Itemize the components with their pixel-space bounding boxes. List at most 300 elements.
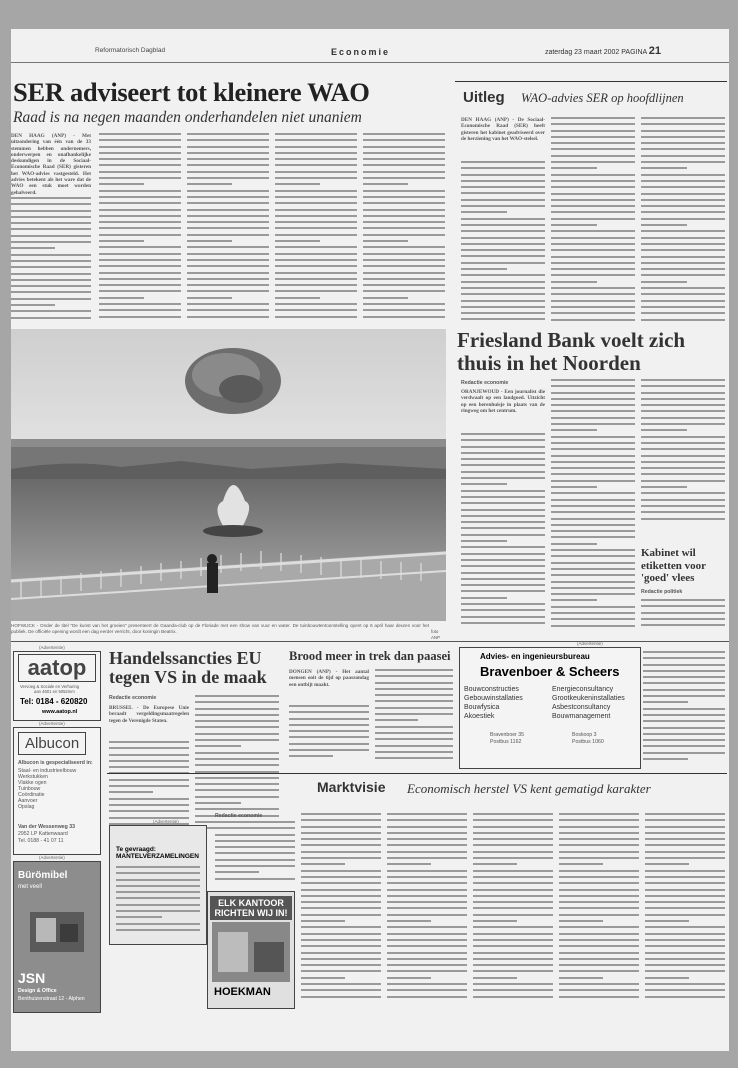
text-line: [116, 897, 200, 899]
text-line: [641, 293, 725, 295]
text-line: [461, 597, 507, 599]
text-line: [387, 819, 467, 821]
text-line: [641, 268, 725, 270]
text-line: [645, 983, 725, 985]
text-line: [641, 473, 725, 475]
text-line: [363, 146, 445, 148]
text-line: [99, 316, 181, 318]
text-line: [641, 123, 725, 125]
text-line: [551, 574, 635, 576]
text-line: [641, 455, 725, 457]
text-line: [116, 885, 200, 887]
text-line: [363, 202, 445, 204]
text-line: [301, 819, 381, 821]
text-line: [641, 467, 725, 469]
text-line: [641, 180, 725, 182]
floriade-photo: [11, 329, 446, 621]
text-line: [641, 505, 725, 507]
text-line: [363, 253, 445, 255]
paper-name: Reformatorisch Dagblad: [95, 47, 166, 54]
text-line: [363, 290, 445, 292]
marktvisie-text-col: [387, 813, 467, 1007]
text-line: [473, 901, 553, 903]
text-line: [289, 705, 369, 707]
text-line: [116, 866, 200, 868]
text-line: [387, 889, 467, 891]
text-line: [645, 964, 725, 966]
brav-item: Akoestiek: [464, 713, 495, 720]
text-line: [473, 939, 553, 941]
text-line: [461, 502, 545, 504]
albucon-item: Aanvoer: [18, 798, 38, 804]
text-line: [387, 939, 467, 941]
text-line: [551, 536, 635, 538]
text-line: [551, 442, 635, 444]
text-line: [461, 192, 545, 194]
text-line: [11, 254, 91, 256]
text-line: [551, 612, 635, 614]
text-line: [551, 404, 635, 406]
text-line: [195, 695, 279, 697]
text-line: [187, 190, 269, 192]
text-line: [559, 851, 639, 853]
text-line: [187, 209, 269, 211]
text-line: [99, 177, 181, 179]
text-line: [641, 423, 725, 425]
text-line: [559, 813, 639, 815]
text-line: [645, 870, 725, 872]
text-line: [461, 230, 545, 232]
text-line: [473, 882, 553, 884]
text-line: [187, 139, 269, 141]
main-headline: SER adviseert tot kleinere WAO: [13, 77, 370, 107]
text-line: [461, 211, 507, 213]
text-line: [301, 901, 381, 903]
text-line: [473, 844, 553, 846]
text-line: [387, 964, 467, 966]
text-line: [473, 857, 553, 859]
text-line: [551, 599, 597, 601]
text-line: [195, 726, 279, 728]
text-line: [551, 392, 635, 394]
burom-ad[interactable]: [13, 861, 101, 1013]
text-line: [215, 859, 295, 861]
text-line: [109, 804, 189, 806]
text-line: [461, 464, 545, 466]
marktvisie-text-col: [215, 821, 295, 887]
brav-item: Bouwmanagement: [552, 713, 611, 720]
text-line: [301, 996, 381, 998]
text-line: [461, 584, 545, 586]
text-line: [363, 183, 408, 185]
text-line: [641, 319, 725, 321]
friesland-byline: Redactie economie: [461, 380, 509, 386]
text-line: [363, 259, 445, 261]
ad-label: (Advertentie): [39, 645, 65, 650]
text-line: [551, 543, 597, 545]
text-line: [473, 964, 553, 966]
text-line: [301, 838, 381, 840]
text-line: [363, 227, 445, 229]
text-line: [461, 509, 545, 511]
text-line: [187, 265, 269, 267]
text-line: [551, 480, 635, 482]
text-line: [275, 171, 357, 173]
text-line: [641, 306, 725, 308]
text-line: [363, 171, 445, 173]
text-line: [275, 152, 357, 154]
main-subhead: Raad is na negen maanden onderhandelen niet unaniem: [13, 109, 362, 126]
text-line: [551, 306, 635, 308]
uitleg-text-col: [641, 117, 725, 325]
text-line: [559, 901, 639, 903]
text-line: [301, 870, 381, 872]
text-line: [643, 651, 725, 653]
photo-credit: foto ANP: [431, 629, 441, 641]
text-line: [11, 285, 91, 287]
text-line: [275, 284, 357, 286]
albucon-city: 2952 LP Kattenwaard: [18, 831, 68, 837]
text-line: [641, 117, 725, 119]
text-line: [641, 417, 725, 419]
text-line: [11, 310, 91, 312]
text-line: [301, 857, 381, 859]
text-line: [187, 303, 269, 305]
text-line: [387, 857, 467, 859]
text-line: [301, 977, 345, 979]
text-line: [363, 234, 445, 236]
kabinet-text-col: [641, 599, 725, 631]
text-line: [195, 714, 279, 716]
text-line: [551, 398, 635, 400]
text-line: [301, 933, 381, 935]
text-line: [109, 810, 189, 812]
text-line: [99, 309, 181, 311]
text-line: [99, 196, 181, 198]
brav-item: Bouwconstructies: [464, 686, 519, 693]
text-line: [301, 964, 381, 966]
text-line: [275, 183, 320, 185]
text-line: [275, 309, 357, 311]
text-line: [473, 826, 553, 828]
text-line: [551, 281, 597, 283]
text-line: [461, 515, 545, 517]
text-line: [301, 952, 381, 954]
text-line: [375, 707, 453, 709]
text-line: [275, 265, 357, 267]
main-text-col: [11, 197, 91, 325]
text-line: [551, 293, 635, 295]
aatop-phone: Tel: 0184 - 620820: [20, 697, 88, 706]
brav-item: Grootkeukeninstallaties: [552, 695, 625, 702]
text-line: [375, 751, 453, 753]
text-line: [99, 221, 181, 223]
text-line: [195, 808, 279, 810]
text-line: [559, 983, 639, 985]
aatop-web: www.aatop.nl: [42, 709, 78, 715]
text-line: [387, 907, 467, 909]
text-line: [363, 316, 445, 318]
text-line: [387, 914, 467, 916]
text-line: [187, 196, 269, 198]
text-line: [461, 534, 545, 536]
text-line: [461, 218, 545, 220]
text-line: [461, 224, 545, 226]
text-line: [641, 612, 725, 614]
text-line: [641, 193, 725, 195]
text-line: [375, 700, 453, 702]
text-line: [643, 676, 725, 678]
text-line: [301, 844, 381, 846]
text-line: [215, 846, 295, 848]
text-line: [375, 694, 453, 696]
page-header: [11, 47, 729, 61]
text-line: [375, 682, 453, 684]
text-line: [301, 958, 381, 960]
text-line: [461, 603, 545, 605]
text-line: [559, 926, 639, 928]
text-line: [473, 889, 553, 891]
text-line: [195, 739, 279, 741]
text-line: [473, 895, 553, 897]
ad-label: (Advertentie): [39, 721, 65, 726]
text-line: [187, 221, 269, 223]
text-line: [461, 287, 545, 289]
text-line: [551, 218, 635, 220]
aatop-ad[interactable]: [13, 651, 101, 721]
text-line: [559, 914, 639, 916]
text-line: [641, 256, 725, 258]
text-line: [461, 312, 545, 314]
text-line: [195, 733, 279, 735]
marktvisie-text-col: [473, 813, 553, 1007]
brav-item: Gebouwinstallaties: [464, 695, 523, 702]
text-line: [461, 565, 545, 567]
text-line: [187, 146, 269, 148]
text-line: [559, 876, 639, 878]
text-line: [11, 197, 91, 199]
text-line: [363, 133, 445, 135]
text-line: [11, 291, 91, 293]
albucon-item: Tuinbouw: [18, 786, 41, 792]
text-line: [461, 622, 545, 624]
text-line: [187, 171, 269, 173]
text-line: [375, 738, 453, 740]
text-line: [375, 757, 453, 759]
text-line: [109, 760, 189, 762]
text-line: [363, 265, 445, 267]
gevraagd-ad[interactable]: [109, 825, 207, 945]
text-line: [187, 158, 269, 160]
kabinet-text-col: [643, 651, 725, 767]
newspaper-page: [11, 29, 729, 1051]
jsn-name: Design & Office: [18, 988, 57, 994]
text-line: [551, 161, 635, 163]
text-line: [461, 527, 545, 529]
text-line: [461, 578, 545, 580]
text-line: [551, 249, 635, 251]
text-line: [301, 945, 381, 947]
text-line: [275, 209, 357, 211]
handel-lead: BRUSSEL - De Europese Unie beraadt vergeldingsmaatregelen tegen de Verenigde Staten.: [109, 705, 189, 724]
uitleg-title: WAO-advies SER op hoofdlijnen: [521, 91, 684, 105]
albucon-ad[interactable]: [13, 727, 101, 855]
text-line: [387, 989, 467, 991]
text-line: [551, 549, 635, 551]
text-line: [551, 230, 635, 232]
text-line: [289, 718, 369, 720]
text-line: [363, 221, 445, 223]
text-line: [461, 559, 545, 561]
text-line: [11, 203, 91, 205]
text-line: [641, 410, 725, 412]
text-line: [551, 237, 635, 239]
brav-address: Postbus 1162: [490, 739, 522, 745]
text-line: [473, 970, 553, 972]
text-line: [551, 224, 597, 226]
text-line: [461, 609, 545, 611]
text-line: [289, 730, 369, 732]
albucon-item: Coördinatie: [18, 792, 45, 798]
text-line: [643, 739, 725, 741]
text-line: [551, 618, 635, 620]
aatop-tag: aan 4601 en 5052mm: [34, 689, 75, 694]
albucon-item: Opslag: [18, 804, 35, 810]
text-line: [387, 863, 431, 865]
text-line: [645, 857, 725, 859]
brav-address: Postbus 1060: [572, 739, 604, 745]
text-line: [195, 752, 279, 754]
ad-label: (Advertentie): [39, 855, 65, 860]
text-line: [641, 442, 725, 444]
text-line: [551, 123, 635, 125]
friesland-headline: Friesland Bank voelt zich thuis in het Noorden: [457, 328, 686, 375]
text-line: [363, 246, 445, 248]
main-text-col: [99, 133, 181, 325]
text-line: [11, 298, 91, 300]
text-line: [461, 161, 545, 163]
marktvisie-text-col: [559, 813, 639, 1007]
text-line: [641, 186, 725, 188]
uitleg-text-col: [551, 117, 635, 325]
text-line: [461, 255, 545, 257]
main-lead: DEN HAAG (ANP) - Met uitzondering van één van de 33 stemmen hebben ondernemers, onderwerpen en onafhankelijke deskundigen in de Sociaal-Economische Raad (SER) gisteren het WAO-advies vastgesteld. Het advies betekent als het ware dat de WAO een stuk moet worden gehalveerd.: [11, 133, 91, 196]
text-line: [461, 293, 545, 295]
text-line: [559, 882, 639, 884]
text-line: [301, 851, 381, 853]
text-line: [641, 274, 725, 276]
text-line: [289, 755, 333, 757]
text-line: [289, 711, 369, 713]
text-line: [99, 158, 181, 160]
elk-title: ELK KANTOOR RICHTEN WIJ IN!: [210, 896, 292, 920]
text-line: [109, 747, 189, 749]
text-line: [301, 983, 381, 985]
text-line: [461, 249, 545, 251]
text-line: [643, 733, 725, 735]
text-line: [551, 562, 635, 564]
text-line: [551, 274, 635, 276]
text-line: [116, 891, 200, 893]
text-line: [641, 218, 725, 220]
brood-headline: Brood meer in trek dan paasei: [289, 649, 451, 663]
text-line: [275, 227, 357, 229]
text-line: [643, 657, 725, 659]
text-line: [375, 713, 453, 715]
text-line: [645, 920, 689, 922]
text-line: [473, 920, 517, 922]
text-line: [551, 518, 635, 520]
text-line: [275, 158, 357, 160]
text-line: [641, 287, 725, 289]
text-line: [641, 243, 725, 245]
text-line: [559, 895, 639, 897]
text-line: [387, 832, 467, 834]
jsn-address: Benthuizenstraat 12 - Alphen: [18, 996, 85, 1002]
text-line: [559, 920, 603, 922]
text-line: [641, 155, 725, 157]
text-line: [551, 467, 635, 469]
friesland-lead: ORANJEWOUD - Een journalist die verdwaalt op een landgoed. Uitzicht op een herenhuisje in plaats van de ringweg om het centrum.: [461, 389, 545, 414]
text-line: [551, 606, 635, 608]
text-line: [473, 819, 553, 821]
text-line: [645, 958, 725, 960]
elk-kantoor-ad[interactable]: [207, 891, 295, 1009]
text-line: [551, 461, 635, 463]
text-line: [116, 879, 200, 881]
text-line: [551, 486, 597, 488]
text-line: [641, 142, 725, 144]
uitleg-lead: DEN HAAG (ANP) - De Sociaal-Economische Raad (SER) heeft gisteren het kabinet geadviseerd over de herziening van het WAO-stelsel.: [461, 117, 545, 142]
text-line: [116, 904, 200, 906]
text-line: [551, 167, 597, 169]
text-line: [641, 480, 725, 482]
brood-text-col: [375, 669, 453, 765]
text-line: [289, 749, 369, 751]
bravenboer-ad[interactable]: [459, 647, 641, 769]
text-line: [551, 417, 635, 419]
text-line: [645, 926, 725, 928]
text-line: [99, 139, 181, 141]
text-line: [215, 852, 295, 854]
text-line: [275, 240, 320, 242]
text-line: [187, 278, 269, 280]
text-line: [551, 625, 635, 627]
text-line: [551, 186, 635, 188]
text-line: [301, 920, 345, 922]
text-line: [195, 745, 241, 747]
text-line: [559, 989, 639, 991]
text-line: [387, 933, 467, 935]
text-line: [551, 492, 635, 494]
text-line: [559, 952, 639, 954]
text-line: [473, 914, 553, 916]
aatop-logo: aatop: [18, 654, 96, 682]
text-line: [275, 190, 357, 192]
albucon-item: Werkstukken: [18, 774, 48, 780]
text-line: [551, 455, 635, 457]
text-line: [461, 471, 545, 473]
text-line: [187, 290, 269, 292]
text-line: [11, 266, 91, 268]
text-line: [643, 758, 688, 760]
text-line: [363, 152, 445, 154]
text-line: [461, 439, 545, 441]
text-line: [559, 826, 639, 828]
text-line: [645, 813, 725, 815]
text-line: [643, 695, 725, 697]
text-line: [559, 819, 639, 821]
